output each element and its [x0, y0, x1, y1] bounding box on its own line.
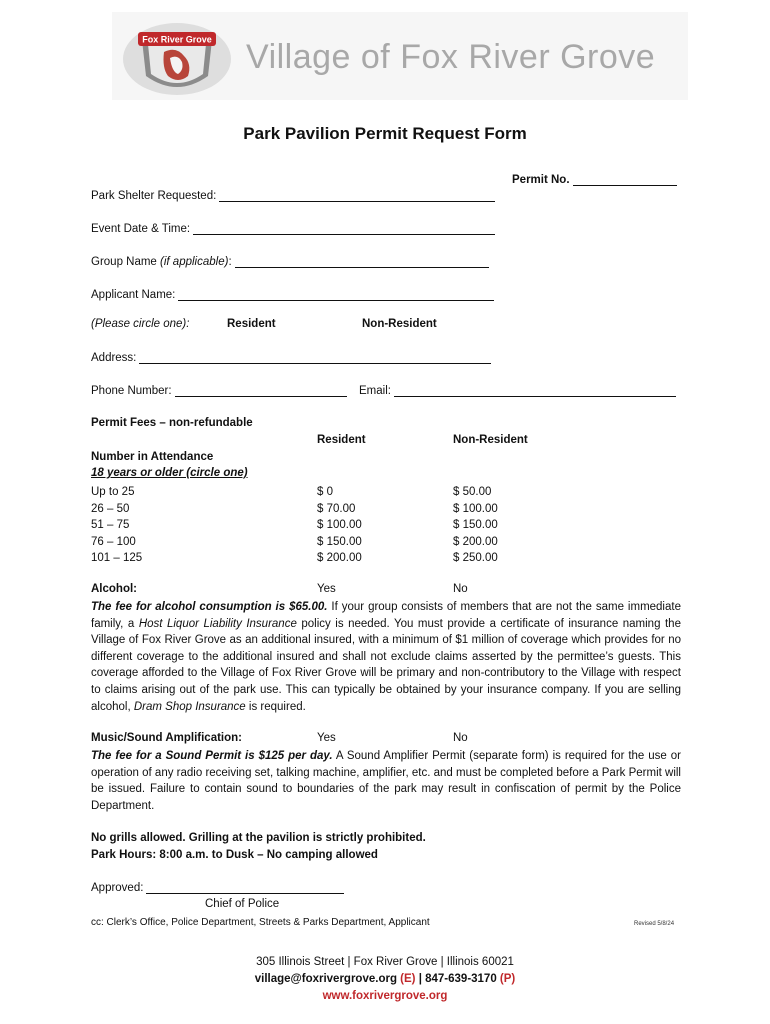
address-field [91, 351, 491, 364]
grill-rule: No grills allowed. Grilling at the pavilion is strictly prohibited. [91, 832, 426, 844]
fee-resident-value: $ 100.00 [317, 519, 362, 532]
fee-nonresident-value: $ 200.00 [453, 535, 498, 548]
circle-one-label: (Please circle one): [91, 318, 190, 330]
park-hours-rule: Park Hours: 8:00 a.m. to Dusk – No camping allowed [91, 849, 378, 861]
village-seal-logo [118, 18, 236, 100]
group-name-field [91, 255, 489, 268]
non-resident-option[interactable]: Non-Resident [362, 318, 437, 330]
fees-col-nonresident: Non-Resident [453, 434, 528, 446]
logo-text: Fox River Grove [142, 34, 212, 45]
address-blank[interactable] [139, 351, 491, 364]
event-date-field [91, 222, 495, 235]
music-fee: The fee for a Sound Permit is $125 per day. [91, 750, 333, 762]
footer-phone-tag: (P) [496, 973, 516, 985]
group-name-blank[interactable] [235, 255, 489, 268]
alcohol-fee: The fee for alcohol consumption is $65.00. [91, 601, 328, 613]
footer-email-tag: (E) [396, 973, 416, 985]
fee-nonresident-value: $ 150.00 [453, 519, 498, 532]
attendance-subheading: 18 years or older (circle one) [91, 467, 248, 479]
shelter-blank[interactable] [219, 189, 495, 202]
attendance-heading: Number in Attendance [91, 451, 214, 463]
host-liquor-term: Host Liquor Liability Insurance [138, 617, 297, 630]
approved-field [91, 881, 344, 894]
fee-resident-value: $ 0 [317, 486, 333, 498]
fees-col-resident: Resident [317, 434, 366, 446]
alcohol-no-option[interactable]: No [453, 583, 468, 595]
fee-nonresident-value: $ 100.00 [453, 502, 498, 515]
footer-contact [0, 971, 770, 988]
phone-field [91, 384, 347, 397]
fees-nonresident-column [453, 484, 498, 567]
fee-range[interactable]: 101 – 125 [91, 552, 143, 565]
music-no-option[interactable]: No [453, 732, 468, 744]
event-date-label: Event Date & Time: [91, 223, 191, 235]
email-blank[interactable] [394, 384, 676, 397]
fee-resident-value: $ 150.00 [317, 535, 362, 548]
permit-no-label: Permit No. [512, 174, 570, 186]
dram-shop-term: Dram Shop Insurance [133, 700, 246, 713]
event-date-blank[interactable] [193, 222, 495, 235]
fee-range[interactable]: 76 – 100 [91, 535, 136, 548]
alcohol-text-2: policy is needed. You must provide a certificate of insurance naming the Village of Fox River Grove as an additional insured, with a minimum of $1 million of coverage which provides for no different coverage to the additional insured and shall not exclude claims asserted by the permittee’s guests. This coverage afforded to the Village of Fox River Grove will be primary and non-contributory to the Village with respect to claims arising out of the park use. This can typically be obtained by your insurance company. If you are selling alcohol, [91, 617, 681, 713]
form-title: Park Pavilion Permit Request Form [243, 124, 527, 143]
fee-range[interactable]: Up to 25 [91, 486, 135, 498]
fee-resident-value: $ 70.00 [317, 502, 356, 515]
address-label: Address: [91, 352, 137, 364]
alcohol-text-1: If your group consists of members that are not the same immediate family, a [91, 601, 681, 630]
footer-email[interactable]: village@foxrivergrove.org [254, 973, 397, 985]
alcohol-text-3: is required. [245, 700, 306, 713]
applicant-label: Applicant Name: [91, 289, 176, 301]
fees-range-column [91, 484, 142, 567]
approved-signature-blank[interactable] [146, 881, 344, 894]
music-label: Music/Sound Amplification: [91, 732, 242, 744]
email-label: Email: [359, 385, 391, 397]
fee-range[interactable]: 26 – 50 [91, 502, 130, 515]
village-name: Village of Fox River Grove [246, 38, 656, 76]
applicant-blank[interactable] [178, 288, 494, 301]
group-name-paren: (if applicable) [160, 256, 229, 268]
footer-phone: 847-639-3170 [425, 973, 497, 985]
revised-date: Revised 5/8/24 [634, 921, 675, 927]
applicant-field [91, 288, 494, 301]
footer-website-link[interactable]: www.foxrivergrove.org [322, 990, 448, 1002]
phone-blank[interactable] [175, 384, 347, 397]
fee-resident-value: $ 200.00 [317, 552, 362, 565]
group-name-colon: : [228, 256, 232, 268]
fees-resident-column [317, 484, 362, 567]
fee-nonresident-value: $ 250.00 [453, 552, 498, 565]
footer [0, 954, 770, 1005]
permit-no-blank[interactable] [573, 173, 677, 186]
phone-label: Phone Number: [91, 385, 172, 397]
footer-separator: | [415, 973, 426, 985]
fee-range[interactable]: 51 – 75 [91, 519, 130, 532]
cc-line: cc: Clerk’s Office, Police Department, Streets & Parks Department, Applicant [91, 917, 430, 928]
music-paragraph [91, 748, 681, 814]
email-field [359, 384, 676, 397]
resident-option[interactable]: Resident [227, 318, 276, 330]
alcohol-paragraph [91, 599, 681, 715]
music-yes-option[interactable]: Yes [317, 732, 336, 744]
shelter-field [91, 189, 495, 202]
fees-heading: Permit Fees – non-refundable [91, 417, 253, 429]
permit-no-field [512, 173, 677, 186]
footer-address: 305 Illinois Street | Fox River Grove | Illinois 60021 [256, 956, 514, 968]
fee-nonresident-value: $ 50.00 [453, 486, 492, 498]
shelter-label: Park Shelter Requested: [91, 190, 217, 202]
approved-label: Approved: [91, 882, 144, 894]
music-text: A Sound Amplifier Permit (separate form) is required for the use or operation of any radio receiving set, talking machine, amplifier, etc. and must be completed before a Park Permit will be issued. Failure to contain sound to boundaries of the park may result in confiscation of permit by the Police Department. [91, 750, 681, 812]
alcohol-yes-option[interactable]: Yes [317, 583, 336, 595]
alcohol-label: Alcohol: [91, 583, 137, 595]
group-name-label: Group Name [91, 256, 161, 268]
chief-of-police-label: Chief of Police [205, 898, 280, 910]
